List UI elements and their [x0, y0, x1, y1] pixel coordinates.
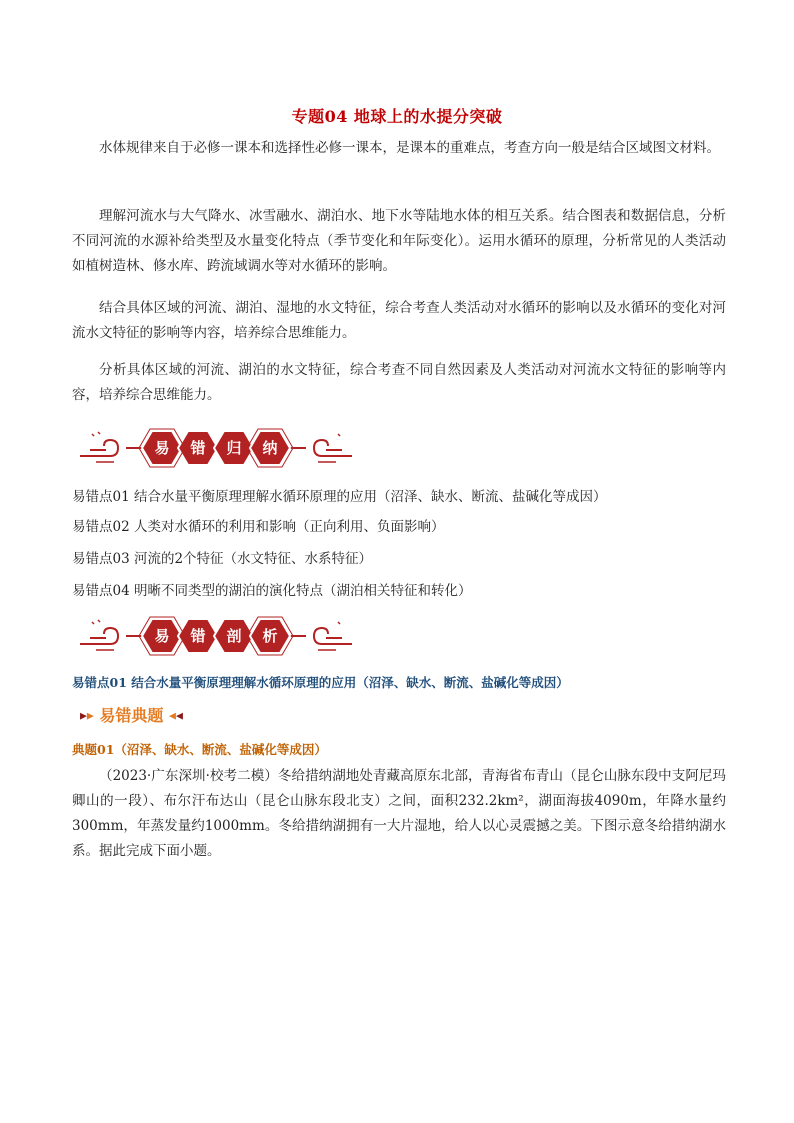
- banner-ornament-icon: [76, 614, 356, 658]
- banner-char: 错: [190, 627, 206, 645]
- banner-char: 错: [190, 439, 206, 457]
- double-arrow-right-icon: ▶: [80, 711, 87, 722]
- example-tag-label: 易错典题: [99, 706, 164, 725]
- error-point-item: 易错点01 结合水量平衡原理理解水循环原理的应用（沼泽、缺水、断流、盐碱化等成因）: [72, 489, 607, 505]
- section-banner-summary: [76, 426, 356, 470]
- example-text: （2023·广东深圳·校考二模）冬给措纳湖地处青藏高原东北部，青海省布青山（昆仑山脉东段中支阿尼玛卿山的一段）、布尔汗布达山（昆仑山脉东段北支）之间，面积232.2km²，湖面海拔4090m，年降水量约300mm，年蒸发量约1000mm。冬给措纳湖拥有一大片湿地，给人以心灵震撼之美。下图示意冬给措纳湖水系。据此完成下面小题。: [72, 768, 726, 859]
- banner-ornament-icon: [76, 426, 356, 470]
- banner-char: 易: [154, 439, 170, 457]
- banner-char: 纳: [262, 439, 278, 457]
- error-point-item: 易错点04 明晰不同类型的湖泊的演化特点（湖泊相关特征和转化）: [72, 583, 472, 599]
- double-arrow-left-icon: ◀: [175, 711, 183, 722]
- example-tag: [80, 704, 183, 728]
- example-heading: 典题01（沼泽、缺水、断流、盐碱化等成因）: [72, 742, 327, 757]
- banner-char: 易: [154, 627, 170, 645]
- section-banner-analysis: [76, 614, 356, 658]
- intro-paragraph-3: 结合具体区域的河流、湖泊、湿地的水文特征，综合考查人类活动对水循环的影响以及水循环的变化对河流水文特征的影响等内容，培养综合思维能力。: [72, 300, 726, 341]
- double-arrow-left-icon: ◀: [169, 711, 176, 722]
- intro-paragraph-4: 分析具体区域的河流、湖泊的水文特征，综合考查不同自然因素及人类活动对河流水文特征的影响等内容，培养综合思维能力。: [72, 362, 726, 403]
- double-arrow-right-icon: ▶: [86, 711, 94, 722]
- banner-char: 剖: [226, 627, 242, 645]
- error-point-heading: 易错点01 结合水量平衡原理理解水循环原理的应用（沼泽、缺水、断流、盐碱化等成因）: [72, 675, 569, 690]
- page-title: 专题04 地球上的水提分突破: [291, 107, 503, 126]
- error-point-item: 易错点02 人类对水循环的利用和影响（正向利用、负面影响）: [72, 519, 445, 535]
- banner-char: 归: [226, 439, 242, 457]
- intro-paragraph-1: 水体规律来自于必修一课本和选择性必修一课本，是课本的重难点，考查方向一般是结合区域图文材料。: [99, 140, 720, 156]
- error-point-item: 易错点03 河流的2个特征（水文特征、水系特征）: [72, 551, 373, 567]
- banner-char: 析: [262, 627, 278, 645]
- intro-paragraph-2: 理解河流水与大气降水、冰雪融水、湖泊水、地下水等陆地水体的相互关系。结合图表和数据信息，分析不同河流的水源补给类型及水量变化特点（季节变化和年际变化）。运用水循环的原理，分析常见的人类活动如植树造林、修水库、跨流域调水等对水循环的影响。: [72, 208, 726, 274]
